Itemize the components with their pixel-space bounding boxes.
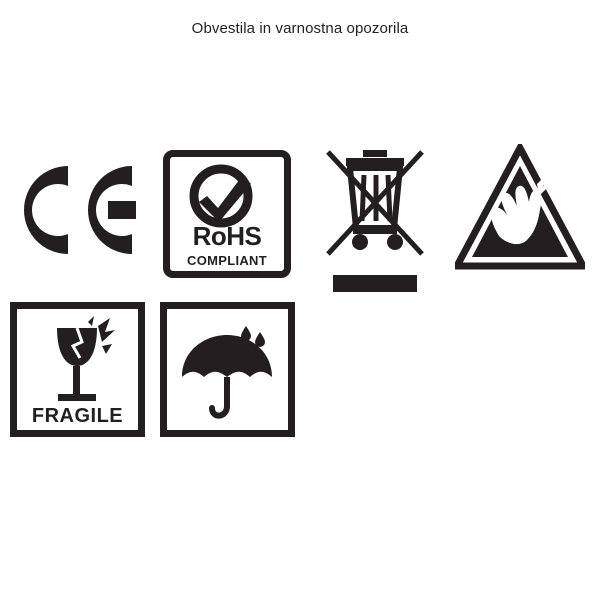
weee-crossed-out-wheelie-bin-icon [320,142,430,292]
ce-marking-icon [10,150,150,270]
rohs-compliant-label: COMPLIANT [187,253,267,268]
esd-sensitive-device-warning-icon [455,144,585,274]
keep-dry-umbrella-icon [160,302,295,437]
rohs-label: RoHS [192,221,262,251]
page-title: Obvestila in varnostna opozorila [191,20,409,37]
fragile-label: FRAGILE [31,405,124,427]
fragile-broken-glass-icon [10,302,145,437]
weee-underline-bar [333,275,417,292]
rohs-compliant-icon [163,150,291,278]
